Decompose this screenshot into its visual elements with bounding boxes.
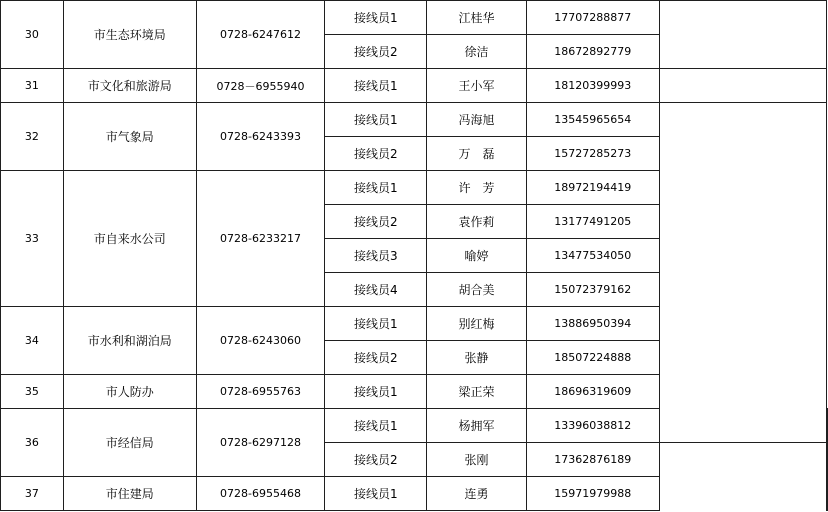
row-number: 36 bbox=[1, 409, 64, 477]
row-number: 30 bbox=[1, 1, 64, 69]
department-phone: 0728-6247612 bbox=[196, 1, 325, 69]
operator-role: 接线员1 bbox=[325, 69, 427, 103]
operator-mobile: 15072379162 bbox=[526, 273, 659, 307]
table-row bbox=[1, 1, 828, 35]
blank-cell bbox=[659, 1, 826, 69]
operator-name: 许 芳 bbox=[427, 171, 527, 205]
operator-mobile: 18120399993 bbox=[526, 69, 659, 103]
operator-role: 接线员4 bbox=[325, 273, 427, 307]
operator-role: 接线员2 bbox=[325, 443, 427, 477]
operator-mobile: 13177491205 bbox=[526, 205, 659, 239]
operator-mobile: 17362876189 bbox=[526, 443, 659, 477]
operator-role: 接线员2 bbox=[325, 341, 427, 375]
department-name: 市文化和旅游局 bbox=[63, 69, 196, 103]
blank-cell bbox=[659, 103, 826, 443]
department-phone: 0728-6243060 bbox=[196, 307, 325, 375]
table-row bbox=[1, 103, 828, 137]
department-phone: 0728-6233217 bbox=[196, 171, 325, 307]
operator-name: 别红梅 bbox=[427, 307, 527, 341]
blank-cell bbox=[659, 69, 826, 103]
operator-role: 接线员1 bbox=[325, 103, 427, 137]
operator-role: 接线员2 bbox=[325, 205, 427, 239]
operator-role: 接线员1 bbox=[325, 477, 427, 511]
row-number: 31 bbox=[1, 69, 64, 103]
department-phone: 0728-6297128 bbox=[196, 409, 325, 477]
operator-name: 胡合美 bbox=[427, 273, 527, 307]
department-name: 市人防办 bbox=[63, 375, 196, 409]
operator-name: 杨拥军 bbox=[427, 409, 527, 443]
department-phone: 0728-6243393 bbox=[196, 103, 325, 171]
department-phone: 0728-6955468 bbox=[196, 477, 325, 511]
operator-role: 接线员2 bbox=[325, 35, 427, 69]
operator-role: 接线员1 bbox=[325, 171, 427, 205]
operator-mobile: 13477534050 bbox=[526, 239, 659, 273]
operator-mobile: 17707288877 bbox=[526, 1, 659, 35]
operator-name: 张静 bbox=[427, 341, 527, 375]
department-name: 市自来水公司 bbox=[63, 171, 196, 307]
operator-mobile: 18672892779 bbox=[526, 35, 659, 69]
operator-name: 连勇 bbox=[427, 477, 527, 511]
row-number: 37 bbox=[1, 477, 64, 511]
operator-mobile: 15727285273 bbox=[526, 137, 659, 171]
operator-mobile: 13886950394 bbox=[526, 307, 659, 341]
table-row bbox=[1, 477, 828, 511]
operator-mobile: 15971979988 bbox=[526, 477, 659, 511]
operator-mobile: 18696319609 bbox=[526, 375, 659, 409]
operator-role: 接线员1 bbox=[325, 1, 427, 35]
row-number: 34 bbox=[1, 307, 64, 375]
operator-role: 接线员1 bbox=[325, 409, 427, 443]
operator-name: 万 磊 bbox=[427, 137, 527, 171]
department-name: 市水利和湖泊局 bbox=[63, 307, 196, 375]
operator-mobile: 13396038812 bbox=[526, 409, 659, 443]
department-phone: 0728-6955763 bbox=[196, 375, 325, 409]
operator-name: 梁正荣 bbox=[427, 375, 527, 409]
operator-role: 接线员2 bbox=[325, 137, 427, 171]
operator-name: 王小军 bbox=[427, 69, 527, 103]
operator-mobile: 13545965654 bbox=[526, 103, 659, 137]
operator-role: 接线员1 bbox=[325, 375, 427, 409]
row-number: 35 bbox=[1, 375, 64, 409]
operator-name: 张刚 bbox=[427, 443, 527, 477]
operator-name: 徐洁 bbox=[427, 35, 527, 69]
operator-name: 喻婷 bbox=[427, 239, 527, 273]
department-phone: 0728－6955940 bbox=[196, 69, 325, 103]
table-row bbox=[1, 69, 828, 103]
table-body bbox=[1, 1, 828, 511]
row-number: 33 bbox=[1, 171, 64, 307]
row-number: 32 bbox=[1, 103, 64, 171]
operator-mobile: 18507224888 bbox=[526, 341, 659, 375]
department-name: 市生态环境局 bbox=[63, 1, 196, 69]
operator-name: 冯海旭 bbox=[427, 103, 527, 137]
operator-name: 江桂华 bbox=[427, 1, 527, 35]
blank-cell bbox=[827, 409, 828, 511]
operator-role: 接线员1 bbox=[325, 307, 427, 341]
operator-mobile: 18972194419 bbox=[526, 171, 659, 205]
department-name: 市住建局 bbox=[63, 477, 196, 511]
operator-name: 袁作莉 bbox=[427, 205, 527, 239]
department-name: 市经信局 bbox=[63, 409, 196, 477]
operator-role: 接线员3 bbox=[325, 239, 427, 273]
department-name: 市气象局 bbox=[63, 103, 196, 171]
